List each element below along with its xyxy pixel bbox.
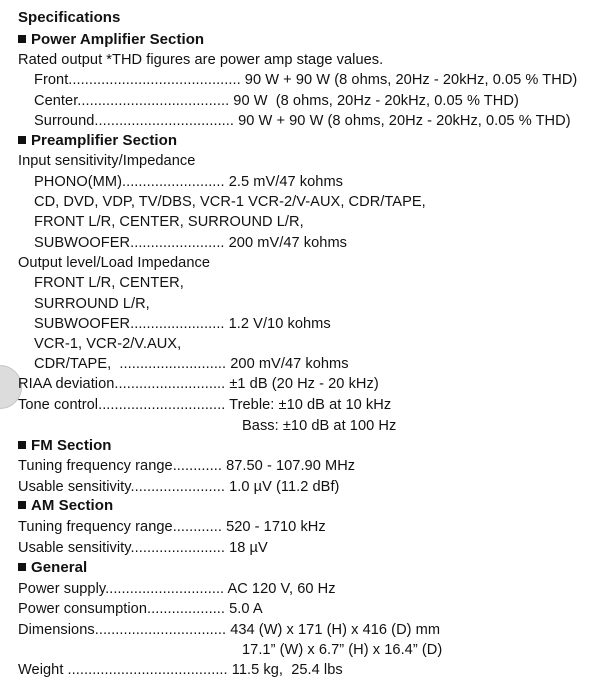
- spec-line: SURROUND L/R,: [34, 296, 150, 312]
- spec-line: SUBWOOFER....................... 200 mV/47 kohms: [34, 235, 348, 251]
- spec-line: Power supply............................. AC 120 V, 60 Hz: [18, 581, 336, 597]
- spec-line: 17.1” (W) x 6.7” (H) x 16.4” (D): [242, 642, 443, 658]
- section-heading-preamp: Preamplifier Section: [18, 131, 177, 151]
- spec-line: Surround.................................. 90 W + 90 W (8 ohms, 20Hz - 20kHz, 0.05 % THD): [34, 113, 571, 129]
- bullet-square-icon: [18, 501, 26, 509]
- spec-line: FRONT L/R, CENTER,: [34, 275, 184, 291]
- spec-line: CDR/TAPE, .......................... 200 mV/47 kohms: [34, 356, 349, 372]
- spec-line: Dimensions................................ 434 (W) x 171 (H) x 416 (D) mm: [18, 622, 441, 638]
- section-heading-power-amp: Power Amplifier Section: [18, 30, 204, 50]
- spec-line: Power consumption................... 5.0 A: [18, 601, 263, 617]
- bullet-square-icon: [18, 563, 26, 571]
- section-heading-am: AM Section: [18, 496, 113, 516]
- section-heading-general: General: [18, 558, 87, 578]
- spec-line: RIAA deviation........................... ±1 dB (20 Hz - 20 kHz): [18, 376, 379, 392]
- spec-line: Center..................................... 90 W (8 ohms, 20Hz - 20kHz, 0.05 % THD): [34, 93, 519, 109]
- spec-line: Front.......................................... 90 W + 90 W (8 ohms, 20Hz - 20kHz, 0.05 % THD): [34, 72, 578, 88]
- bullet-square-icon: [18, 136, 26, 144]
- spec-line: Tuning frequency range............ 520 - 1710 kHz: [18, 519, 326, 535]
- spec-line: Bass: ±10 dB at 100 Hz: [242, 418, 397, 434]
- spec-line: Rated output *THD figures are power amp stage values.: [18, 52, 384, 68]
- spec-line: FRONT L/R, CENTER, SURROUND L/R,: [34, 214, 304, 230]
- spec-line: Output level/Load Impedance: [18, 255, 211, 271]
- bullet-square-icon: [18, 441, 26, 449]
- spec-line: VCR-1, VCR-2/V.AUX,: [34, 336, 182, 352]
- spec-line: CD, DVD, VDP, TV/DBS, VCR-1 VCR-2/V-AUX, CDR/TAPE,: [34, 194, 426, 210]
- spec-line: Tuning frequency range............ 87.50 - 107.90 MHz: [18, 458, 356, 474]
- spec-line: SUBWOOFER....................... 1.2 V/10 kohms: [34, 316, 331, 332]
- section-heading-fm: FM Section: [18, 436, 112, 456]
- page-title: Specifications: [18, 9, 121, 26]
- bullet-square-icon: [18, 35, 26, 43]
- spec-line: Usable sensitivity....................... 18 µV: [18, 540, 268, 556]
- spec-line: Tone control............................... Treble: ±10 dB at 10 kHz: [18, 397, 392, 413]
- spec-line: Weight ....................................... 11.5 kg, 25.4 lbs: [18, 662, 343, 678]
- spec-line: PHONO(MM)......................... 2.5 mV/47 kohms: [34, 174, 344, 190]
- spec-line: Usable sensitivity....................... 1.0 µV (11.2 dBf): [18, 479, 340, 495]
- spec-line: Input sensitivity/Impedance: [18, 153, 196, 169]
